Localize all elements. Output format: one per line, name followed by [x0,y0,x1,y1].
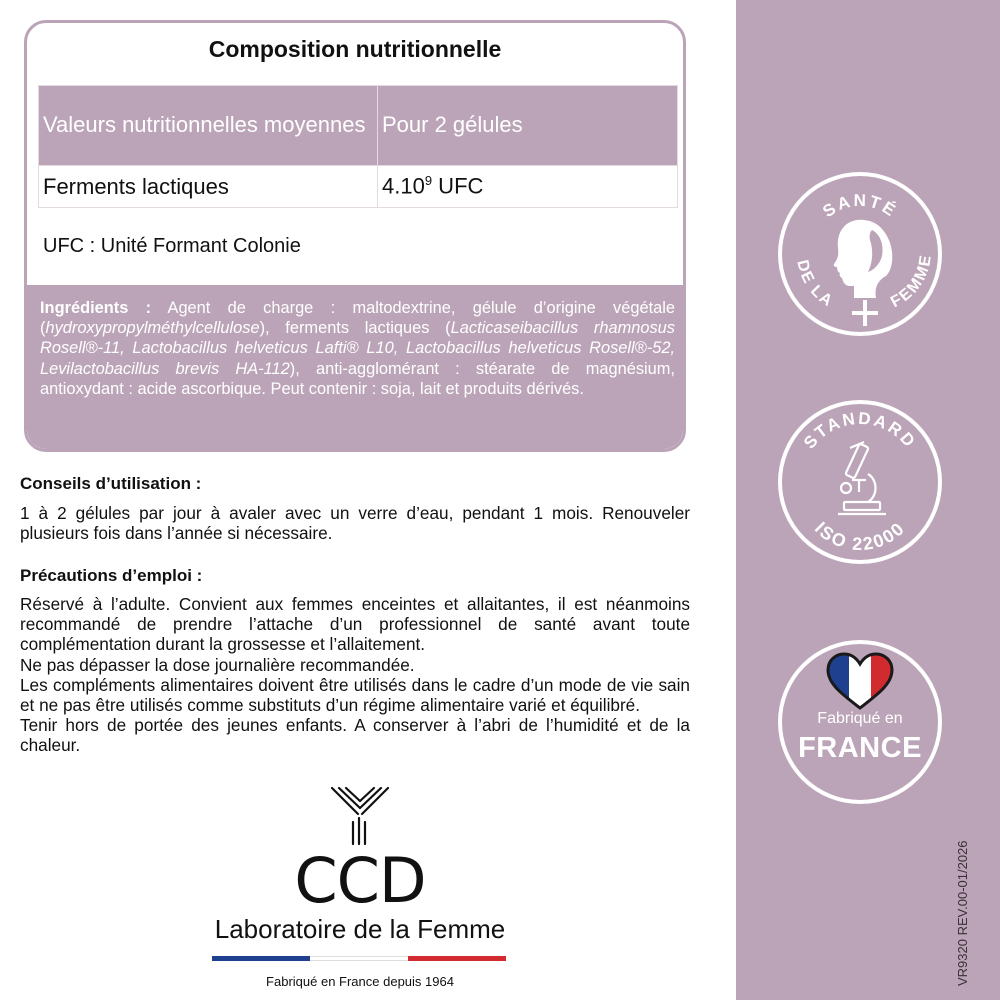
card-title: Composition nutritionnelle [208,36,502,62]
ingredients-italic: hydroxypropylméthylcellulose [45,319,260,338]
logo-subtitle: Laboratoire de la Femme [214,914,506,944]
ingredients-text: Agent de charge : maltodextrine, gélule d’origine végétale ( [40,299,675,338]
uterus-symbol-icon [330,786,390,848]
ingredients-italic: Lacticaseibacillus rhamnosus Rosell®-11, Lactobacillus helveticus Lafti® L10, Lactobacillus helveticus Rosell®-52, Levilactobacillus brevis HA-112 [40,319,675,378]
precaution-paragraph: Ne pas dépasser la dose journalière recommandée. [20,654,415,675]
iso-badge-top-text: STANDARD [799,408,921,453]
table-header-cell: Valeurs nutritionnelles moyennes [39,86,378,166]
logo-brand: CCD [294,844,426,917]
plus-icon [852,300,878,326]
woman-profile-icon [834,220,893,298]
ingredients-block [27,285,683,452]
table-row [39,166,678,208]
france-badge-line1: Fabriqué en [817,710,903,727]
precaution-paragraph: Les compléments alimentaires doivent être utilisés dans le cadre d’un mode de vie sain et ne pas être utilisés comme substituts d’un régime alimentaire varié et équilibré. [20,674,690,716]
ufc-note: UFC : Unité Formant Colonie [43,235,301,257]
precaution-paragraph: Réservé à l’adulte. Convient aux femmes enceintes et allaitantes, il est néanmoins recommandé de prendre l’attache d’un professionnel de santé avant toute complémentation durant la grossesse et l’allaitement. [20,594,690,655]
flag-stripe [212,956,506,961]
logo-footer: Fabriqué en France depuis 1964 [266,974,454,989]
france-badge-line2: FRANCE [798,732,922,764]
value-unit: UFC [432,173,484,199]
table-cell-name: Ferments lactiques [39,166,378,208]
ingredients-label: Ingrédients : [40,299,152,317]
iso-badge-graphic [782,404,938,560]
nutrition-table [38,85,678,208]
table-header-row [39,86,678,166]
microscope-icon [838,442,886,514]
value-exponent: 9 [424,173,433,189]
table-cell-value [378,166,678,208]
usage-paragraph: 1 à 2 gélules par jour à avaler avec un verre d’eau, pendant 1 mois. Renouveler plusieurs fois dans l’année si nécessaire. [20,503,690,544]
health-badge-right-text: FEMME [888,252,936,312]
badge-iso-22000 [778,400,942,564]
health-badge-graphic [782,176,938,332]
badge-fabrique-france [778,640,942,804]
badge-sante-femme [778,172,942,336]
precautions-text [20,594,690,756]
ingredients-text: ), anti-agglomérant : stéarate de magnésium, antioxydant : acide ascorbique. Peut contenir : soja, lait et produits dérivés. [40,359,675,398]
ingredients-text: ), ferments lactiques ( [259,319,451,338]
table-header-cell: Pour 2 gélules [378,86,678,166]
nutrition-card [24,20,686,452]
iso-badge-bottom-text: ISO 22000 [810,517,910,555]
precautions-title: Précautions d’emploi : [20,566,203,585]
health-badge-top-text: SANTÉ [819,190,901,222]
ccd-logo [150,786,570,1000]
health-badge-left-text: DE LA [793,258,837,311]
value-base: 4.10 [382,173,425,199]
usage-title: Conseils d’utilisation : [20,474,202,493]
precaution-paragraph: Tenir hors de portée des jeunes enfants. A conserver à l’abri de l’humidité et de la chaleur. [20,715,690,756]
version-code: VR9320 REV.00-01/2026 [955,840,970,986]
usage-text [20,503,690,543]
